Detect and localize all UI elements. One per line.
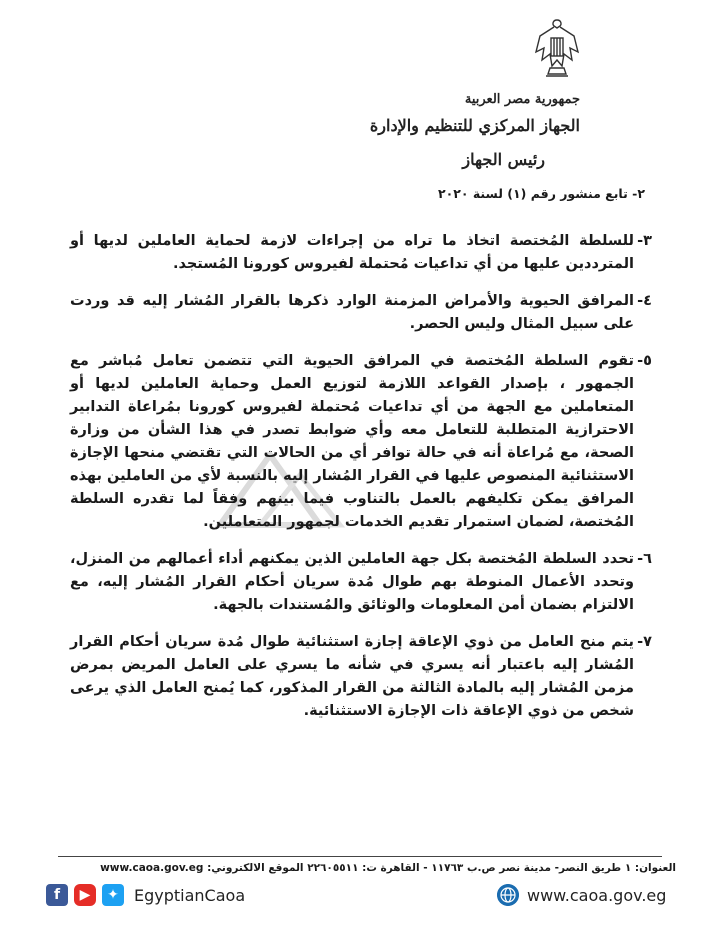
article-5 bbox=[70, 350, 652, 534]
article-text: للسلطة المُختصة اتخاذ ما تراه من إجراءات لازمة لحماية العاملين لديها أو المترددين عليها من أي تداعيات مُحتملة لفيروس كورونا المُستجد. bbox=[70, 233, 634, 272]
article-number: ٣- bbox=[637, 233, 652, 249]
globe-icon bbox=[497, 884, 519, 906]
facebook-icon[interactable]: f bbox=[46, 884, 68, 906]
social-handle[interactable]: EgyptianCaoa bbox=[134, 885, 246, 905]
social-links bbox=[46, 884, 245, 906]
twitter-icon[interactable]: ✦ bbox=[102, 884, 124, 906]
eagle-emblem-icon bbox=[532, 14, 582, 86]
article-text: المرافق الحيوية والأمراض المزمنة الوارد ذكرها بالقرار المُشار إليه قد وردت على سبيل المثال وليس الحصر. bbox=[70, 293, 634, 332]
letterhead-agency: الجهاز المركزي للتنظيم والإدارة bbox=[369, 116, 580, 135]
article-6 bbox=[70, 548, 652, 617]
article-3 bbox=[70, 230, 652, 276]
article-7 bbox=[70, 631, 652, 723]
letterhead-title: رئيس الجهاز bbox=[462, 150, 545, 169]
footer-address: العنوان: ١ طريق النصر- مدينة نصر ص.ب ١١٧٦٣ - القاهرة ت: ٢٢٦٠٥٥١١ الموقع الالكتروني: www.caoa.gov.eg bbox=[100, 862, 676, 874]
website-link[interactable] bbox=[497, 884, 666, 906]
article-text: تقوم السلطة المُختصة في المرافق الحيوية التي تتضمن تعامل مُباشر مع الجمهور ، بإصدار القواعد اللازمة لتوزيع العمل وحماية العاملين لديها أو المتعاملين مع الجهة من أي تداعيات مُحتملة لفيروس كورونا بمُراعاة التدابير الاحترازية المتطلبة للتعامل معه وأي ضوابط تصدر في هذا الشأن من وزارة الصحة، مع مُراعاة أنه في حالة توافر أي من الحالات التي تقتضي منحها الإجازة الاستثنائية المنصوص عليها في القرار المُشار إليه بالنسبة لأي من العاملين بهذه المرافق يمكن تكليفهم بالعمل بالتناوب فيما بينهم وفقاً لما تقدره السلطة المُختصة، لضمان استمرار تقديم الخدمات لجمهور المتعاملين. bbox=[70, 353, 634, 530]
footer-divider bbox=[58, 856, 662, 857]
article-text: تحدد السلطة المُختصة بكل جهة العاملين الذين يمكنهم أداء أعمالهم من المنزل، وتحدد الأعمال المنوطة بهم طوال مُدة سريان أحكام القرار المُشار إليه، مع الالتزام بضمان أمن المعلومات والوثائق والمُستندات بالجهة. bbox=[70, 551, 634, 613]
website-url[interactable]: www.caoa.gov.eg bbox=[527, 885, 667, 905]
article-number: ٦- bbox=[637, 551, 652, 567]
article-text: يتم منح العامل من ذوي الإعاقة إجازة استثنائية طوال مُدة سريان أحكام القرار المُشار إليه باعتبار أنه يسري في شأنه ما يسري على العامل المريض بمرض مزمن المُشار إليه بالمادة الثالثة من القرار المذكور، كما يُمنح العامل الذي يرعى شخص من ذوي الإعاقة ذات الإجازة الاستثنائية. bbox=[70, 634, 634, 719]
articles-list bbox=[70, 230, 652, 737]
article-number: ٥- bbox=[637, 353, 652, 369]
circular-header: ٢- تابع منشور رقم (١) لسنة ٢٠٢٠ bbox=[437, 186, 645, 201]
letterhead-country: جمهورية مصر العربية bbox=[464, 92, 580, 107]
article-4 bbox=[70, 290, 652, 336]
article-number: ٤- bbox=[637, 293, 652, 309]
article-number: ٧- bbox=[637, 634, 652, 650]
youtube-icon[interactable]: ▶ bbox=[74, 884, 96, 906]
